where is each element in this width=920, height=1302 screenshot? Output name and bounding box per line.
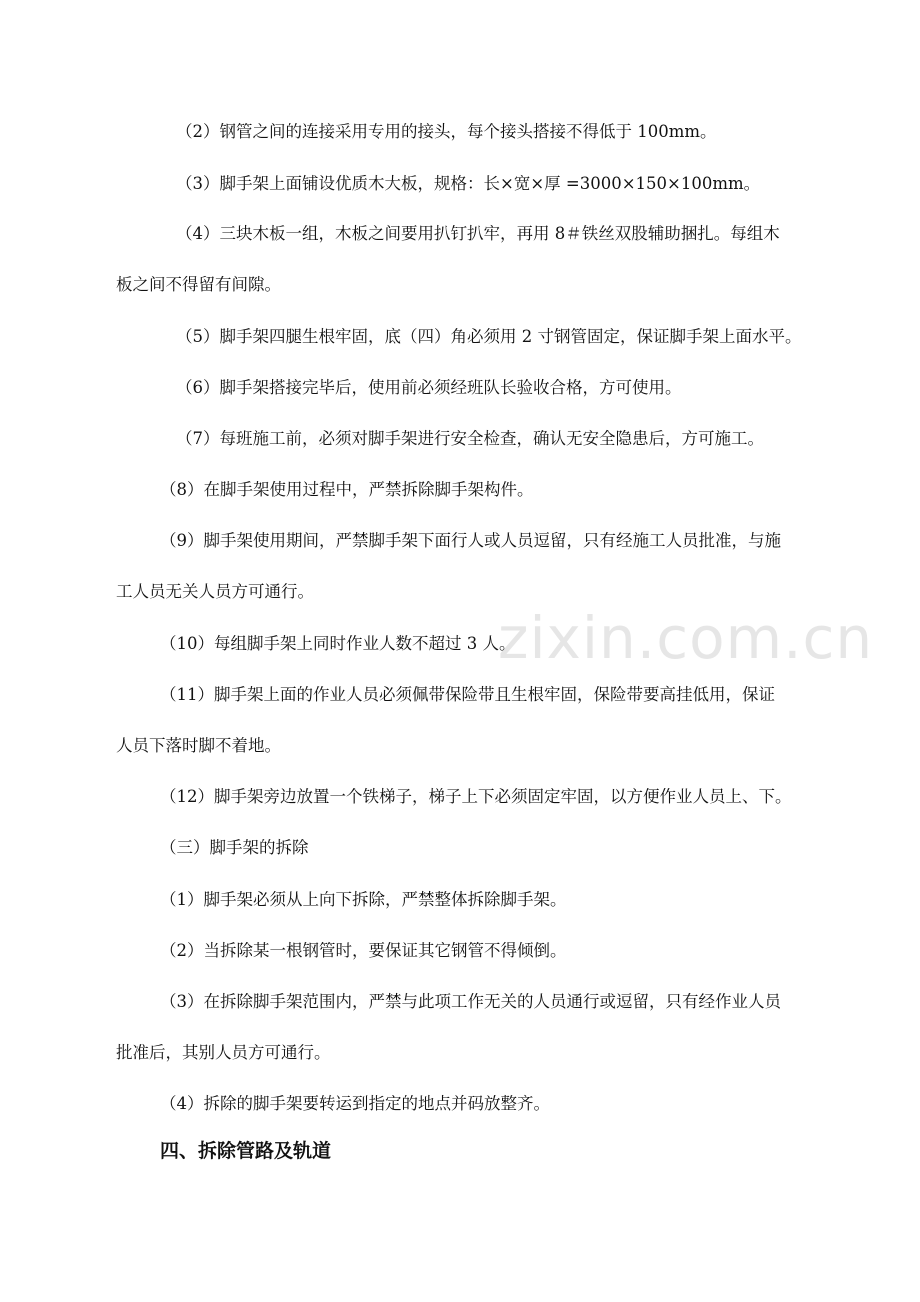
- paragraph-line: （2）钢管之间的连接采用专用的接头，每个接头搭接不得低于 100mm。: [176, 122, 717, 141]
- paragraph-line: 批准后，其别人员方可通行。: [116, 1043, 331, 1062]
- paragraph-line: （4）拆除的脚手架要转运到指定的地点并码放整齐。: [160, 1094, 550, 1113]
- paragraph-line: 工人员无关人员方可通行。: [116, 582, 314, 601]
- paragraph-line: （4）三块木板一组，木板之间要用扒钉扒牢，再用 8＃铁丝双股辅助捆扎。每组木: [176, 224, 780, 243]
- paragraph-line: （3）在拆除脚手架范围内，严禁与此项工作无关的人员通行或逗留，只有经作业人员: [160, 992, 781, 1011]
- paragraph-line: （5）脚手架四腿生根牢固，底（四）角必须用 2 寸钢管固定，保证脚手架上面水平。: [176, 327, 802, 346]
- paragraph-line: （12）脚手架旁边放置一个铁梯子，梯子上下必须固定牢固，以方便作业人员上、下。: [160, 787, 792, 806]
- paragraph-line: （1）脚手架必须从上向下拆除，严禁整体拆除脚手架。: [160, 890, 567, 909]
- paragraph-line: （2）当拆除某一根钢管时，要保证其它钢管不得倾倒。: [160, 941, 567, 960]
- paragraph-line: （8）在脚手架使用过程中，严禁拆除脚手架构件。: [160, 480, 534, 499]
- paragraph-line: （3）脚手架上面铺设优质木大板，规格：长×宽×厚 =3000×150×100mm。: [176, 174, 761, 193]
- paragraph-line: 人员下落时脚不着地。: [116, 736, 281, 755]
- watermark-text: zixin.com.cn: [498, 604, 874, 672]
- section-heading: 四、拆除管路及轨道: [160, 1140, 332, 1162]
- paragraph-line: （7）每班施工前，必须对脚手架进行安全检查，确认无安全隐患后，方可施工。: [176, 429, 764, 448]
- paragraph-line: （11）脚手架上面的作业人员必须佩带保险带且生根牢固，保险带要高挂低用，保证: [160, 685, 775, 704]
- paragraph-line: （10）每组脚手架上同时作业人数不超过 3 人。: [160, 634, 516, 653]
- paragraph-line: 板之间不得留有间隙。: [116, 275, 281, 294]
- paragraph-line: （6）脚手架搭接完毕后，使用前必须经班队长验收合格，方可使用。: [176, 378, 682, 397]
- section-subheading: （三）脚手架的拆除: [160, 838, 309, 857]
- paragraph-line: （9）脚手架使用期间，严禁脚手架下面行人或人员逗留，只有经施工人员批准，与施: [160, 531, 781, 550]
